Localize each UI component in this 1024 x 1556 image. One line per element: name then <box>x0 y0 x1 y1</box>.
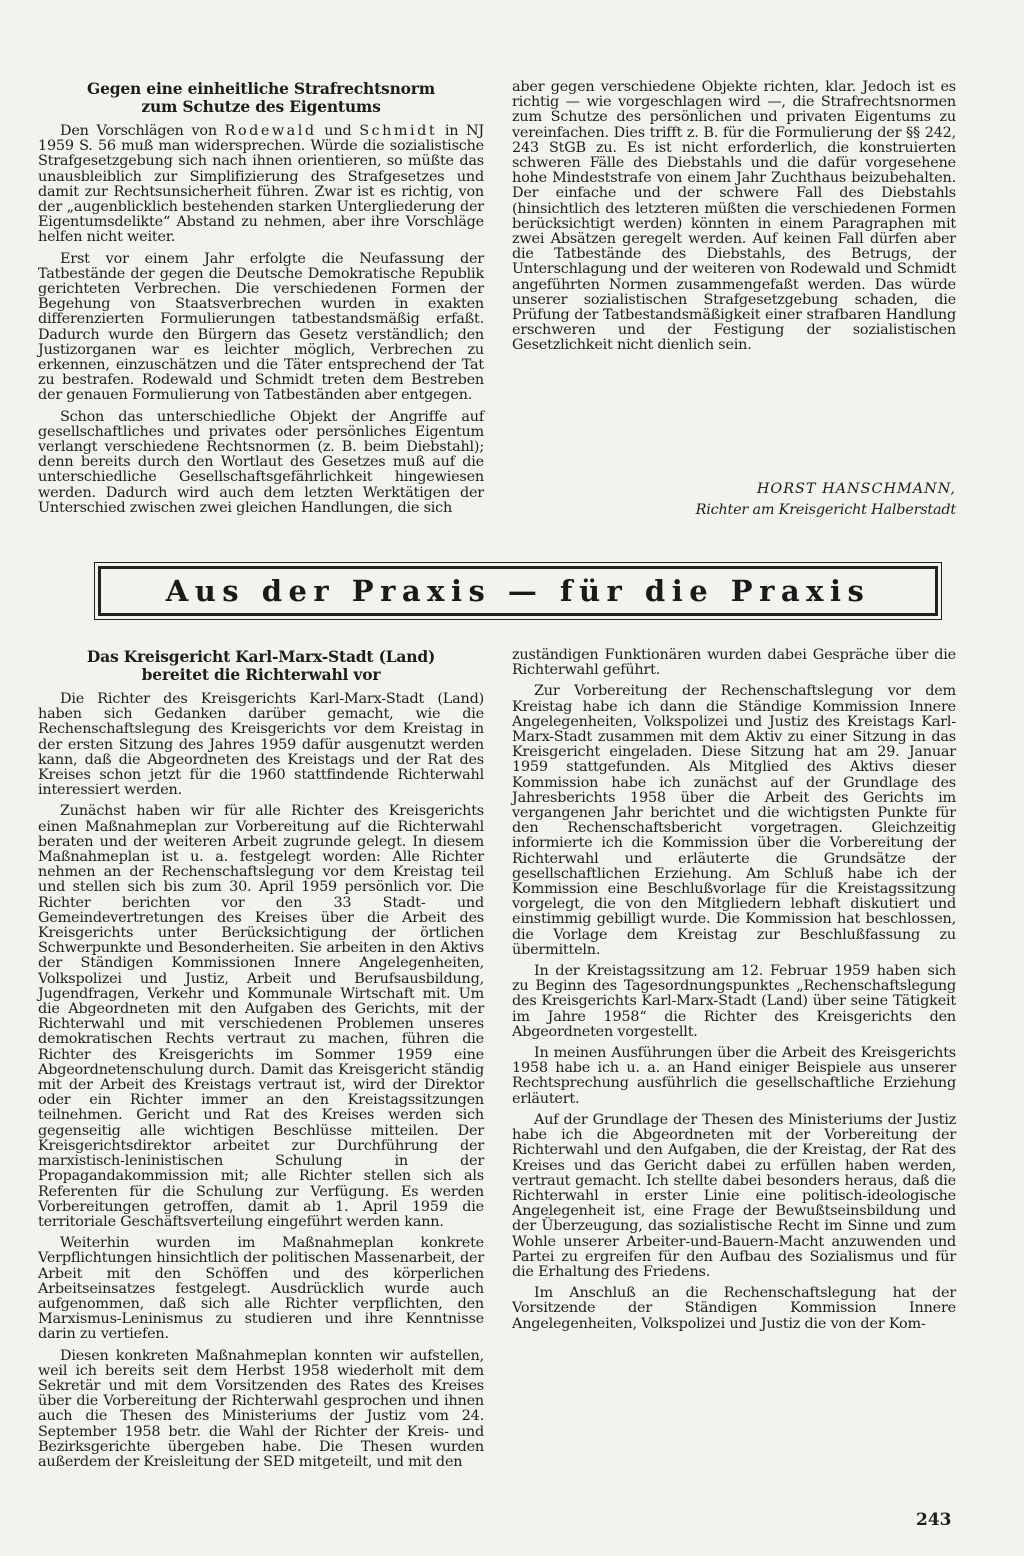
article2-right-column <box>512 648 956 1338</box>
article2-paragraph-9: Im Anschluß an die Rechenschaftslegung hat der Vorsitzende der Ständigen Kommission Innere Angelegenheiten, Volkspolizei und Justiz die von der Kom- <box>512 1285 956 1332</box>
section-banner: Aus der Praxis — für die Praxis <box>98 566 938 616</box>
article1-paragraph-3: Schon das unterschiedliche Objekt der Angriffe auf gesellschaftliches und privates oder persönliches Eigentum verlangt verschiedene Rechtsnormen (z. B. beim Diebstahl); denn bereits durch den Wortlaut des Gesetzes muß auf die unterschiedliche Gesellschaftsgefährlichkeit hingewiesen werden. Dadurch wird auch dem letzten Werktätigen der Unterschied zwischen zwei gleichen Handlungen, die sich <box>38 408 484 516</box>
author-name-rodewald: Rodewald <box>224 123 317 139</box>
article1-headline-line1: Gegen eine einheitliche Strafrechtsnorm <box>87 79 435 98</box>
article2-paragraph-7: In meinen Ausführungen über die Arbeit des Kreisgerichts 1958 habe ich u. a. an Hand einiger Beispiele aus unserer Rechtsprechung ausführlich die gesellschaftliche Erziehung erläutert. <box>512 1045 956 1107</box>
author-signature-role: Richter am Kreisgericht Halberstadt <box>695 502 956 519</box>
article2-paragraph-1: Die Richter des Kreisgerichts Karl-Marx-Stadt (Land) haben sich Gedanken darüber gemacht, wie die Rechenschaftslegung des Kreisgerichts vor dem Kreistag in der ersten Sitzung des Jahres 1959 dafür ausgenutzt werden kann, daß die Abgeordneten des Kreistags und der Rat des Kreises schon jetzt für die 1960 stattfindende Richterwahl interessiert werden. <box>38 691 484 799</box>
article1-right-column <box>512 80 956 360</box>
article1-paragraph-1: Den Vorschlägen von Rodewald und Schmidt in NJ 1959 S. 56 muß man widersprechen. Würde die sozialistische Strafgesetzgebung sich nach ihnen orientieren, so müßte das unausbleiblich zur Simplifizierung des Strafgesetzes und damit zur Rechtsunsicherheit führen. Zwar ist es richtig, von der „augenblicklich bestehenden starken Untergliederung der Eigentumsdelikte“ Abstand zu nehmen, aber ihre Vorschläge helfen nicht weiter. <box>38 123 484 246</box>
article1-headline <box>38 80 484 116</box>
article2-paragraph-5: Zur Vorbereitung der Rechenschaftslegung vor dem Kreistag habe ich dann die Ständige Kommission Innere Angelegenheiten, Volkspolizei und Justiz des Kreistags Karl-Marx-Stadt zusammen mit dem Aktiv zu einer Sitzung in das Kreisgericht eingeladen. Diese Sitzung hat am 29. Januar 1959 stattgefunden. Als Mitglied des Aktivs dieser Kommission habe ich zunächst auf der Grundlage des Jahresberichts 1958 über die Arbeit des Gerichts im vergangenen Jahr berichtet und die wichtigsten Punkte für den Rechenschaftsbericht vorgetragen. Gleichzeitig informierte ich die Kommission über die Vorbereitung der Richterwahl und erläuterte die Grundsätze der gesellschaftlichen Erziehung. Am Schluß habe ich der Kommission eine Beschlußvorlage für die Kreistagssitzung vorgelegt, die von den Mitgliedern lebhaft diskutiert und einstimmig gebilligt wurde. Die Kommission hat beschlossen, die Vorlage dem Kreistag zur Beschlußfassung zu übermitteln. <box>512 683 956 958</box>
article2-paragraph-6: In der Kreistagssitzung am 12. Februar 1959 haben sich zu Beginn des Tagesordnungspunktes „Rechenschaftslegung des Kreisgerichts Karl-Marx-Stadt (Land) über seine Tätigkeit im Jahre 1958“ die Richter des Kreisgerichts den Abgeordneten vorgestellt. <box>512 963 956 1040</box>
author-name-schmidt: Schmidt <box>359 123 438 139</box>
article2-paragraph-4: Diesen konkreten Maßnahmeplan konnten wir aufstellen, weil ich bereits seit dem Herbst 1958 wiederholt mit dem Sekretär und mit dem Vorsitzenden des Rates des Kreises über die Vorbereitung der Richterwahl gesprochen und ihnen auch die Thesen des Ministeriums der Justiz vom 24. September 1958 betr. die Wahl der Richter der Kreis- und Bezirksgerichte übergeben habe. Die Thesen wurden außerdem der Kreisleitung der SED mitgeteilt, und mit den <box>38 1347 484 1470</box>
article1-paragraph-2: Erst vor einem Jahr erfolgte die Neufassung der Tatbestände der gegen die Deutsche Demokratische Republik gerichteten Verbrechen. Die verschiedenen Formen der Begehung von Staatsverbrechen wurden in exakten differenzierten Formulierungen tatbestandsmäßig erfaßt. Dadurch wurde den Bürgern das Gesetz verständlich; den Justizorganen war es leichter möglich, Verbrechen zu erkennen, einzuschätzen und die Täter entsprechend der Tat zu bestrafen. Rodewald und Schmidt treten dem Bestreben der genauen Formulierung von Tatbeständen aber entgegen. <box>38 250 484 404</box>
author-signature-name: HORST HANSCHMANN, <box>756 481 956 497</box>
article2-left-column <box>38 648 484 1476</box>
article2-paragraph-4-continued: zuständigen Funktionären wurden dabei Gespräche über die Richterwahl geführt. <box>512 647 956 679</box>
article1-signature <box>512 476 956 524</box>
article2-paragraph-3: Weiterhin wurden im Maßnahmeplan konkrete Verpflichtungen hinsichtlich der politischen Massenarbeit, der Arbeit mit den Schöffen und des körperlichen Arbeitseinsatzes festgelegt. Ausdrücklich wurde auch aufgenommen, daß sich alle Richter verpflichten, den Marxismus-Leninismus zu studieren und ihre Kenntnisse darin zu vertiefen. <box>38 1235 484 1343</box>
page-number: 243 <box>916 1510 952 1530</box>
article1-left-column <box>38 80 484 522</box>
article1-paragraph-3-continued: aber gegen verschiedene Objekte richten, klar. Jedoch ist es richtig — wie vorgeschlagen wird —, die Strafrechtsnormen zum Schutze des persönlichen und privaten Eigentums zu vereinfachen. Dies trifft z. B. für die Formulierung der §§ 242, 243 StGB zu. Es ist nicht erforderlich, die konstruierten schweren Fälle des Diebstahls und die dafür vorgesehene hohe Mindeststrafe von einem Jahr Zuchthaus beizubehalten. Der einfache und der schwere Fall des Diebstahls (hinsichtlich des letzteren müßten die verschiedenen Formen berücksichtigt werden) könnten in einem Paragraphen mit zwei Absätzen geregelt werden. Auf keinen Fall dürfen aber die Tatbestände des Diebstahls, des Betrugs, der Unterschlagung und der weiteren von Rodewald und Schmidt angeführten Normen zusammengefaßt werden. Das würde unserer sozialistischen Strafgesetzgebung schaden, die Prüfung der Tatbestandsmäßigkeit einer strafbaren Handlung erschweren und der Festigung der sozialistischen Gesetzlichkeit nicht dienlich sein. <box>512 79 956 354</box>
article2-headline-line2: bereitet die Richterwahl vor <box>141 665 381 684</box>
article2-paragraph-8: Auf der Grundlage der Thesen des Ministeriums der Justiz habe ich die Abgeordneten mit der Vorbereitung der Richterwahl und den Aufgaben, die der Kreistag, der Rat des Kreises und das Gericht dabei zu erfüllen haben werden, vertraut gemacht. Ich stellte dabei besonders heraus, daß die Richterwahl in erster Linie eine politisch-ideologische Angelegenheit ist, eine Frage der Bewußtseinsbildung und der Überzeugung, das sozialistische Recht im Sinne und zum Wohle unserer Arbeiter-und-Bauern-Macht anzuwenden und Partei zu ergreifen für den Aufbau des Sozialismus und für die Erhaltung des Friedens. <box>512 1111 956 1280</box>
article2-paragraph-2: Zunächst haben wir für alle Richter des Kreisgerichts einen Maßnahmeplan zur Vorbereitung auf die Richterwahl beraten und der weiteren Arbeit zugrunde gelegt. In diesem Maßnahmeplan ist u. a. festgelegt worden: Alle Richter nehmen an der Rechenschaftslegung vor dem Kreistag teil und stellen sich bis zum 30. April 1959 persönlich vor. Die Richter berichten vor den 33 Stadt- und Gemeindevertretungen des Kreises über die Arbeit des Kreisgerichts unter Berücksichtigung der örtlichen Schwerpunkte und Besonderheiten. Sie arbeiten in den Aktivs der Ständigen Kommissionen Innere Angelegenheiten, Volkspolizei und Justiz, Arbeit und Berufsausbildung, Jugendfragen, Verkehr und Kommunale Wirtschaft mit. Um die Abgeordneten mit den Aufgaben des Gerichts, mit der Richterwahl und mit verschiedenen Problemen unseres demokratischen Rechts vertraut zu machen, führen die Richter des Kreisgerichts im Sommer 1959 eine Abgeordnetenschulung durch. Damit das Kreisgericht ständig mit der Arbeit des Kreistags vertraut ist, wird der Direktor oder ein Richter immer an den Kreistagssitzungen teilnehmen. Gericht und Rat des Kreises werden sich gegenseitig alle wichtigen Beschlüsse mitteilen. Der Kreisgerichtsdirektor arbeitet zur Durchführung der marxistisch-leninistischen Schulung in der Propagandakommission mit; alle Richter stellen sich als Referenten für die Schulung zur Verfügung. Es werden Vorbereitungen getroffen, damit ab 1. April 1959 die territoriale Geschäftsverteilung eingeführt werden kann. <box>38 803 484 1230</box>
article2-headline <box>38 648 484 684</box>
article2-headline-line1: Das Kreisgericht Karl-Marx-Stadt (Land) <box>86 647 436 666</box>
article1-headline-line2: zum Schutze des Eigentums <box>141 97 381 116</box>
